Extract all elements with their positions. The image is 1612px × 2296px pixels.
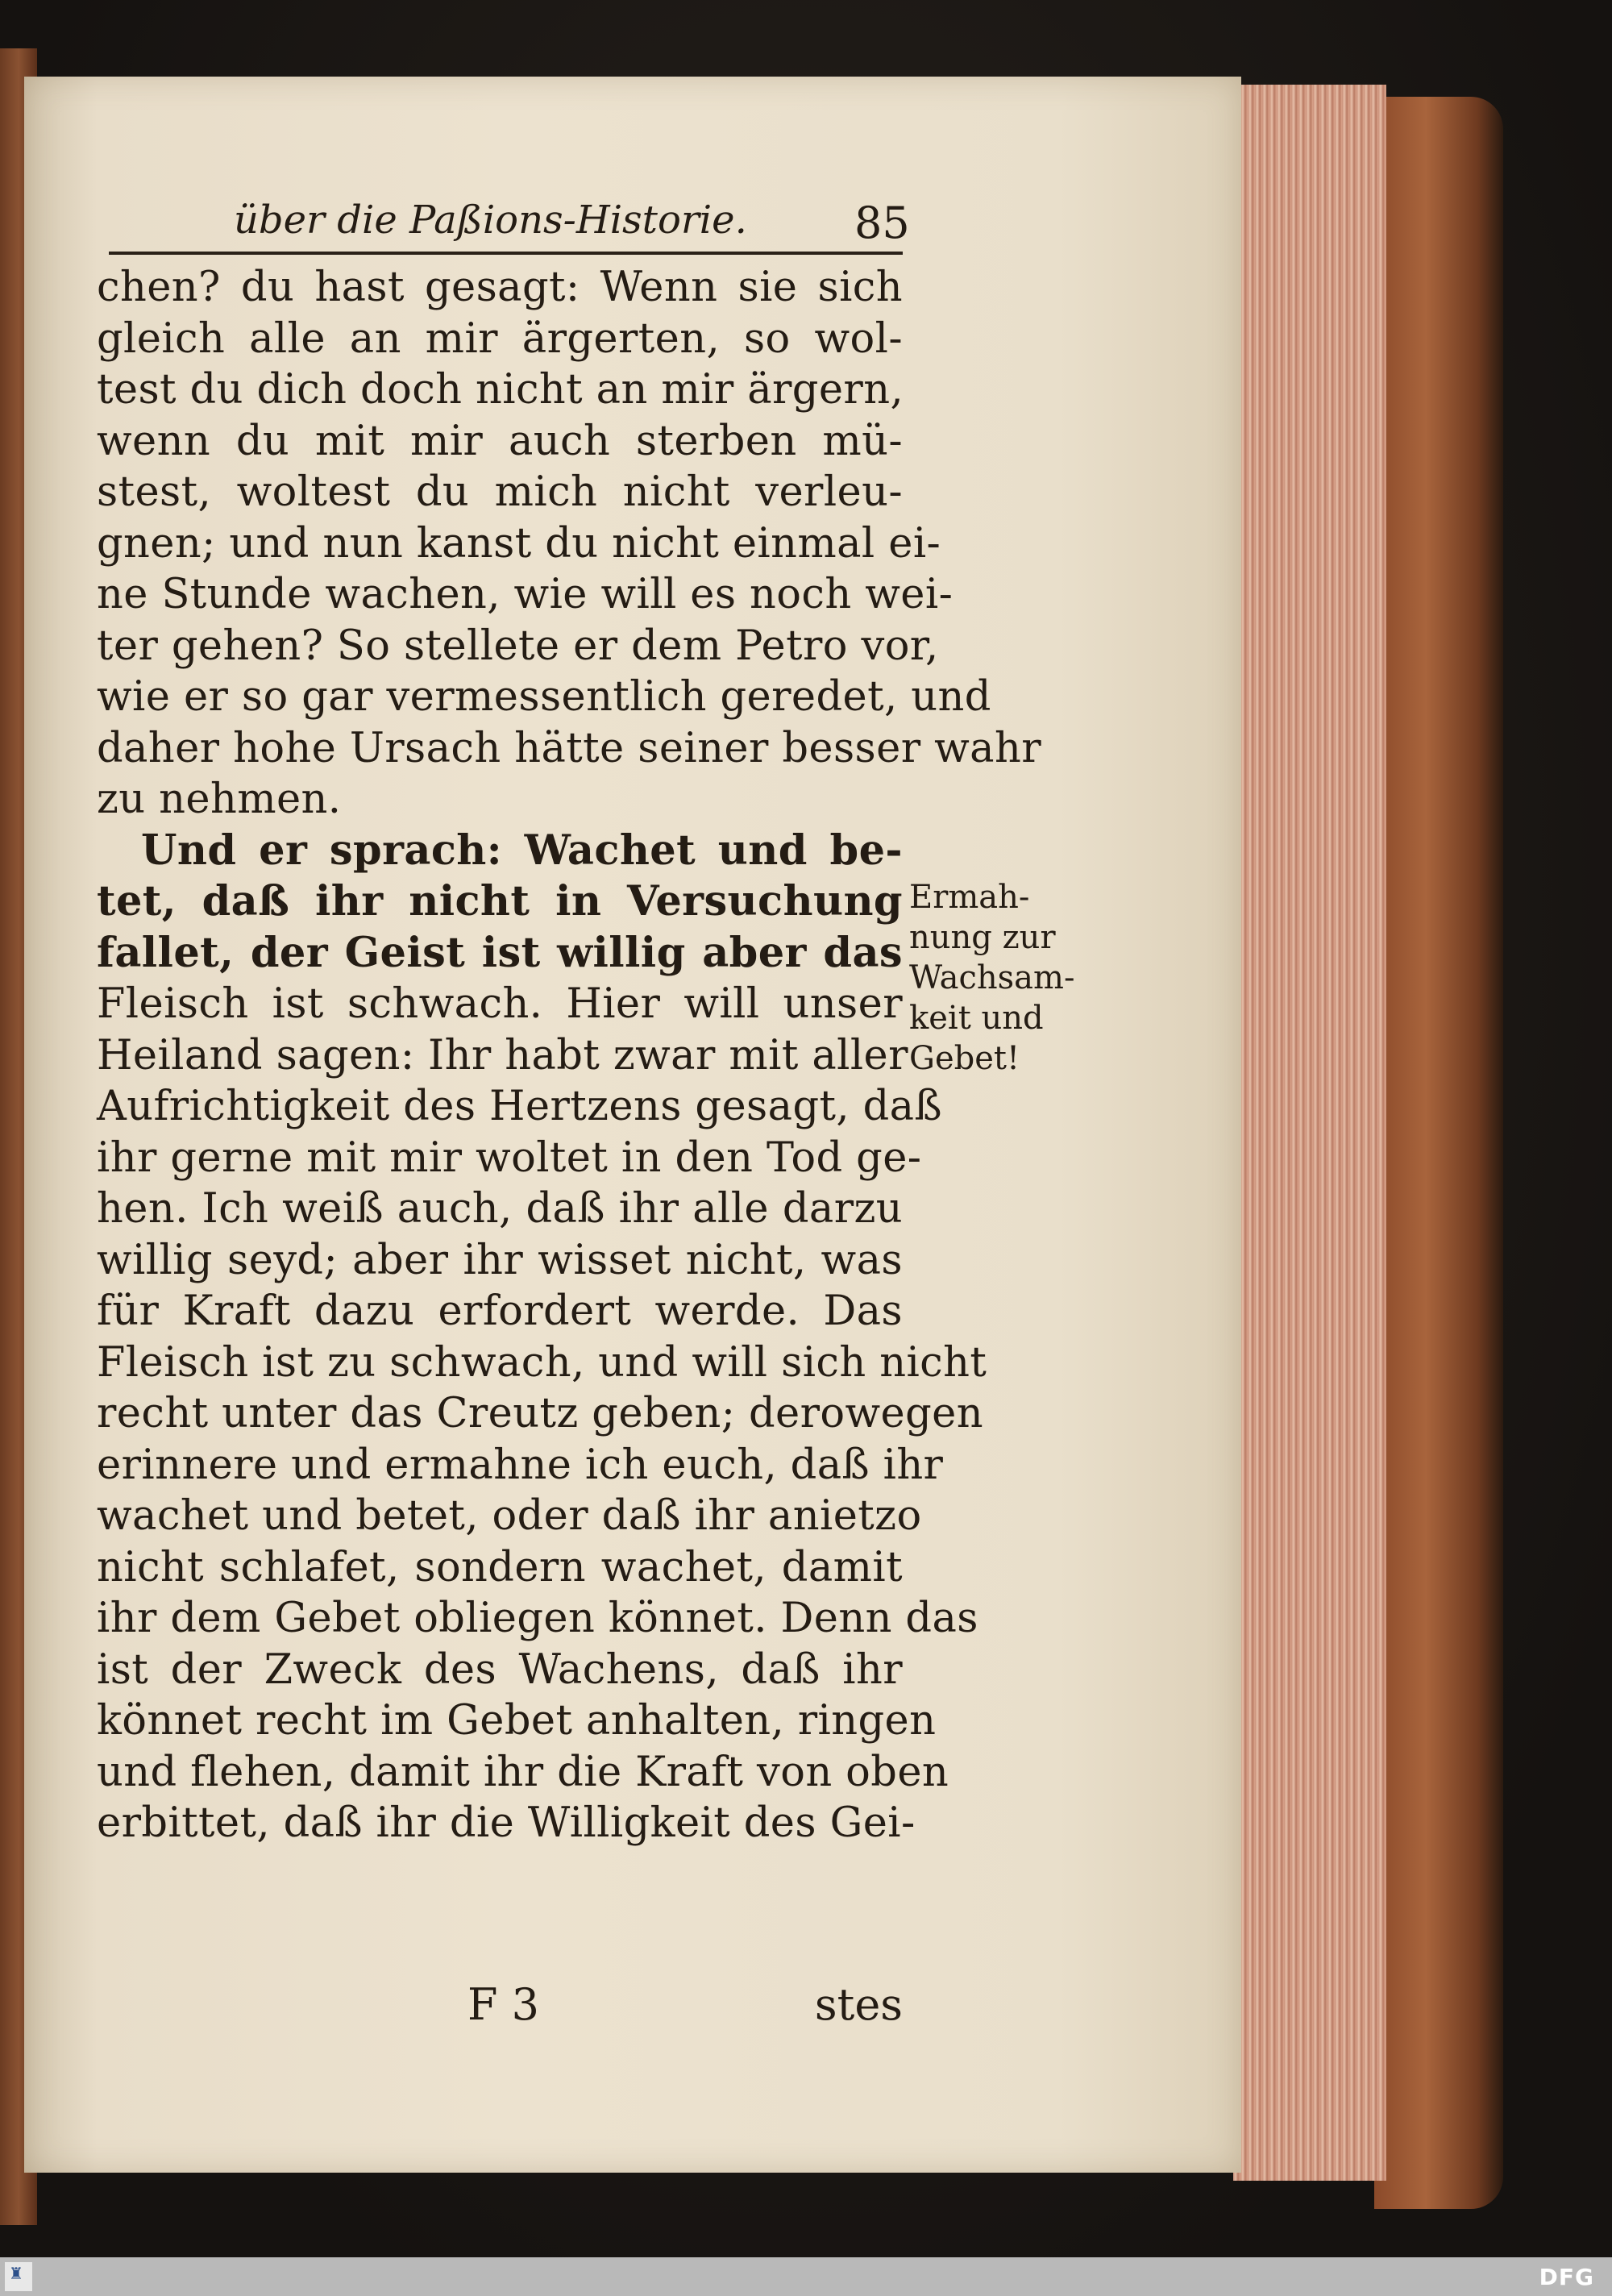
text-line: gnen; und nun kanst du nicht einmal ei-	[97, 519, 941, 568]
text-line: hen. Ich weiß auch, daß ihr alle darzu	[97, 1185, 903, 1233]
catchword: stes	[814, 1979, 903, 2030]
text-line: Fleisch ist schwach. Hier will unser	[97, 980, 903, 1028]
marginal-line: Ermah-	[909, 879, 1030, 916]
text-line: test du dich doch nicht an mir ärgern,	[97, 366, 904, 414]
header-rule	[109, 252, 903, 255]
page-footer	[97, 1979, 903, 2036]
marginal-line: nung zur	[909, 919, 1056, 956]
text-line: ihr dem Gebet obliegen könnet. Denn das	[97, 1595, 978, 1642]
text-line: chen? du hast gesagt: Wenn sie sich	[97, 264, 903, 311]
page-fore-edge	[1233, 85, 1386, 2181]
text-line: gleich alle an mir ärgerten, so wol-	[97, 314, 903, 363]
dfg-logo: DFG	[1539, 2264, 1594, 2290]
text-line: ihr gerne mit mir woltet in den Tod ge-	[97, 1133, 922, 1182]
right-book-cover	[1374, 97, 1503, 2209]
text-line: ter gehen? So stellete er dem Petro vor,	[97, 622, 939, 670]
text-line: willig seyd; aber ihr wisset nicht, was	[97, 1236, 903, 1284]
text-line: erbittet, daß ihr die Willigkeit des Gei-	[97, 1799, 916, 1847]
marginal-line: Gebet!	[909, 1040, 1020, 1077]
text-line: zu nehmen.	[97, 776, 342, 823]
text-line: könnet recht im Gebet anhalten, ringen	[97, 1697, 937, 1745]
marginal-line: keit und	[909, 1000, 1044, 1037]
text-line: Aufrichtigkeit des Hertzens gesagt, daß	[97, 1083, 942, 1130]
text-line: Und er sprach: Wachet und be-	[141, 826, 903, 875]
library-logo-icon: ♜	[9, 2264, 23, 2283]
marginal-line: Wachsam-	[909, 959, 1075, 996]
text-line: und flehen, damit ihr die Kraft von oben	[97, 1748, 949, 1796]
text-line: recht unter das Creutz geben; derowegen	[97, 1390, 983, 1437]
text-line: nicht schlafet, sondern wachet, damit	[97, 1543, 903, 1591]
running-head: über die Paßions-Historie.	[234, 198, 747, 243]
text-line: Heiland sagen: Ihr habt zwar mit aller	[97, 1031, 908, 1079]
text-line: ne Stunde wachen, wie will es noch wei-	[97, 571, 953, 618]
text-line: stest, woltest du mich nicht verleu-	[97, 468, 903, 516]
page-number: 85	[854, 198, 910, 248]
text-line: Fleisch ist zu schwach, und will sich nicht	[97, 1338, 987, 1387]
text-line: erinnere und ermahne ich euch, daß ihr	[97, 1441, 944, 1489]
signature-mark: F 3	[467, 1979, 539, 2030]
text-line: wie er so gar vermessentlich geredet, und	[97, 673, 991, 721]
marginal-note	[909, 877, 1119, 1079]
text-line: für Kraft dazu erfordert werde. Das	[97, 1287, 903, 1335]
text-line: fallet, der Geist ist willig aber das	[97, 928, 903, 977]
viewer-bottom-bar	[0, 2257, 1612, 2296]
text-line: wachet und betet, oder daß ihr anietzo	[97, 1492, 922, 1540]
text-line: wenn du mit mir auch sterben mü-	[97, 417, 903, 465]
text-line: ist der Zweck des Wachens, daß ihr	[97, 1645, 903, 1694]
text-line: tet, daß ihr nicht in Versuchung	[97, 877, 903, 925]
text-line: daher hohe Ursach hätte seiner besser wahr	[97, 724, 1041, 772]
